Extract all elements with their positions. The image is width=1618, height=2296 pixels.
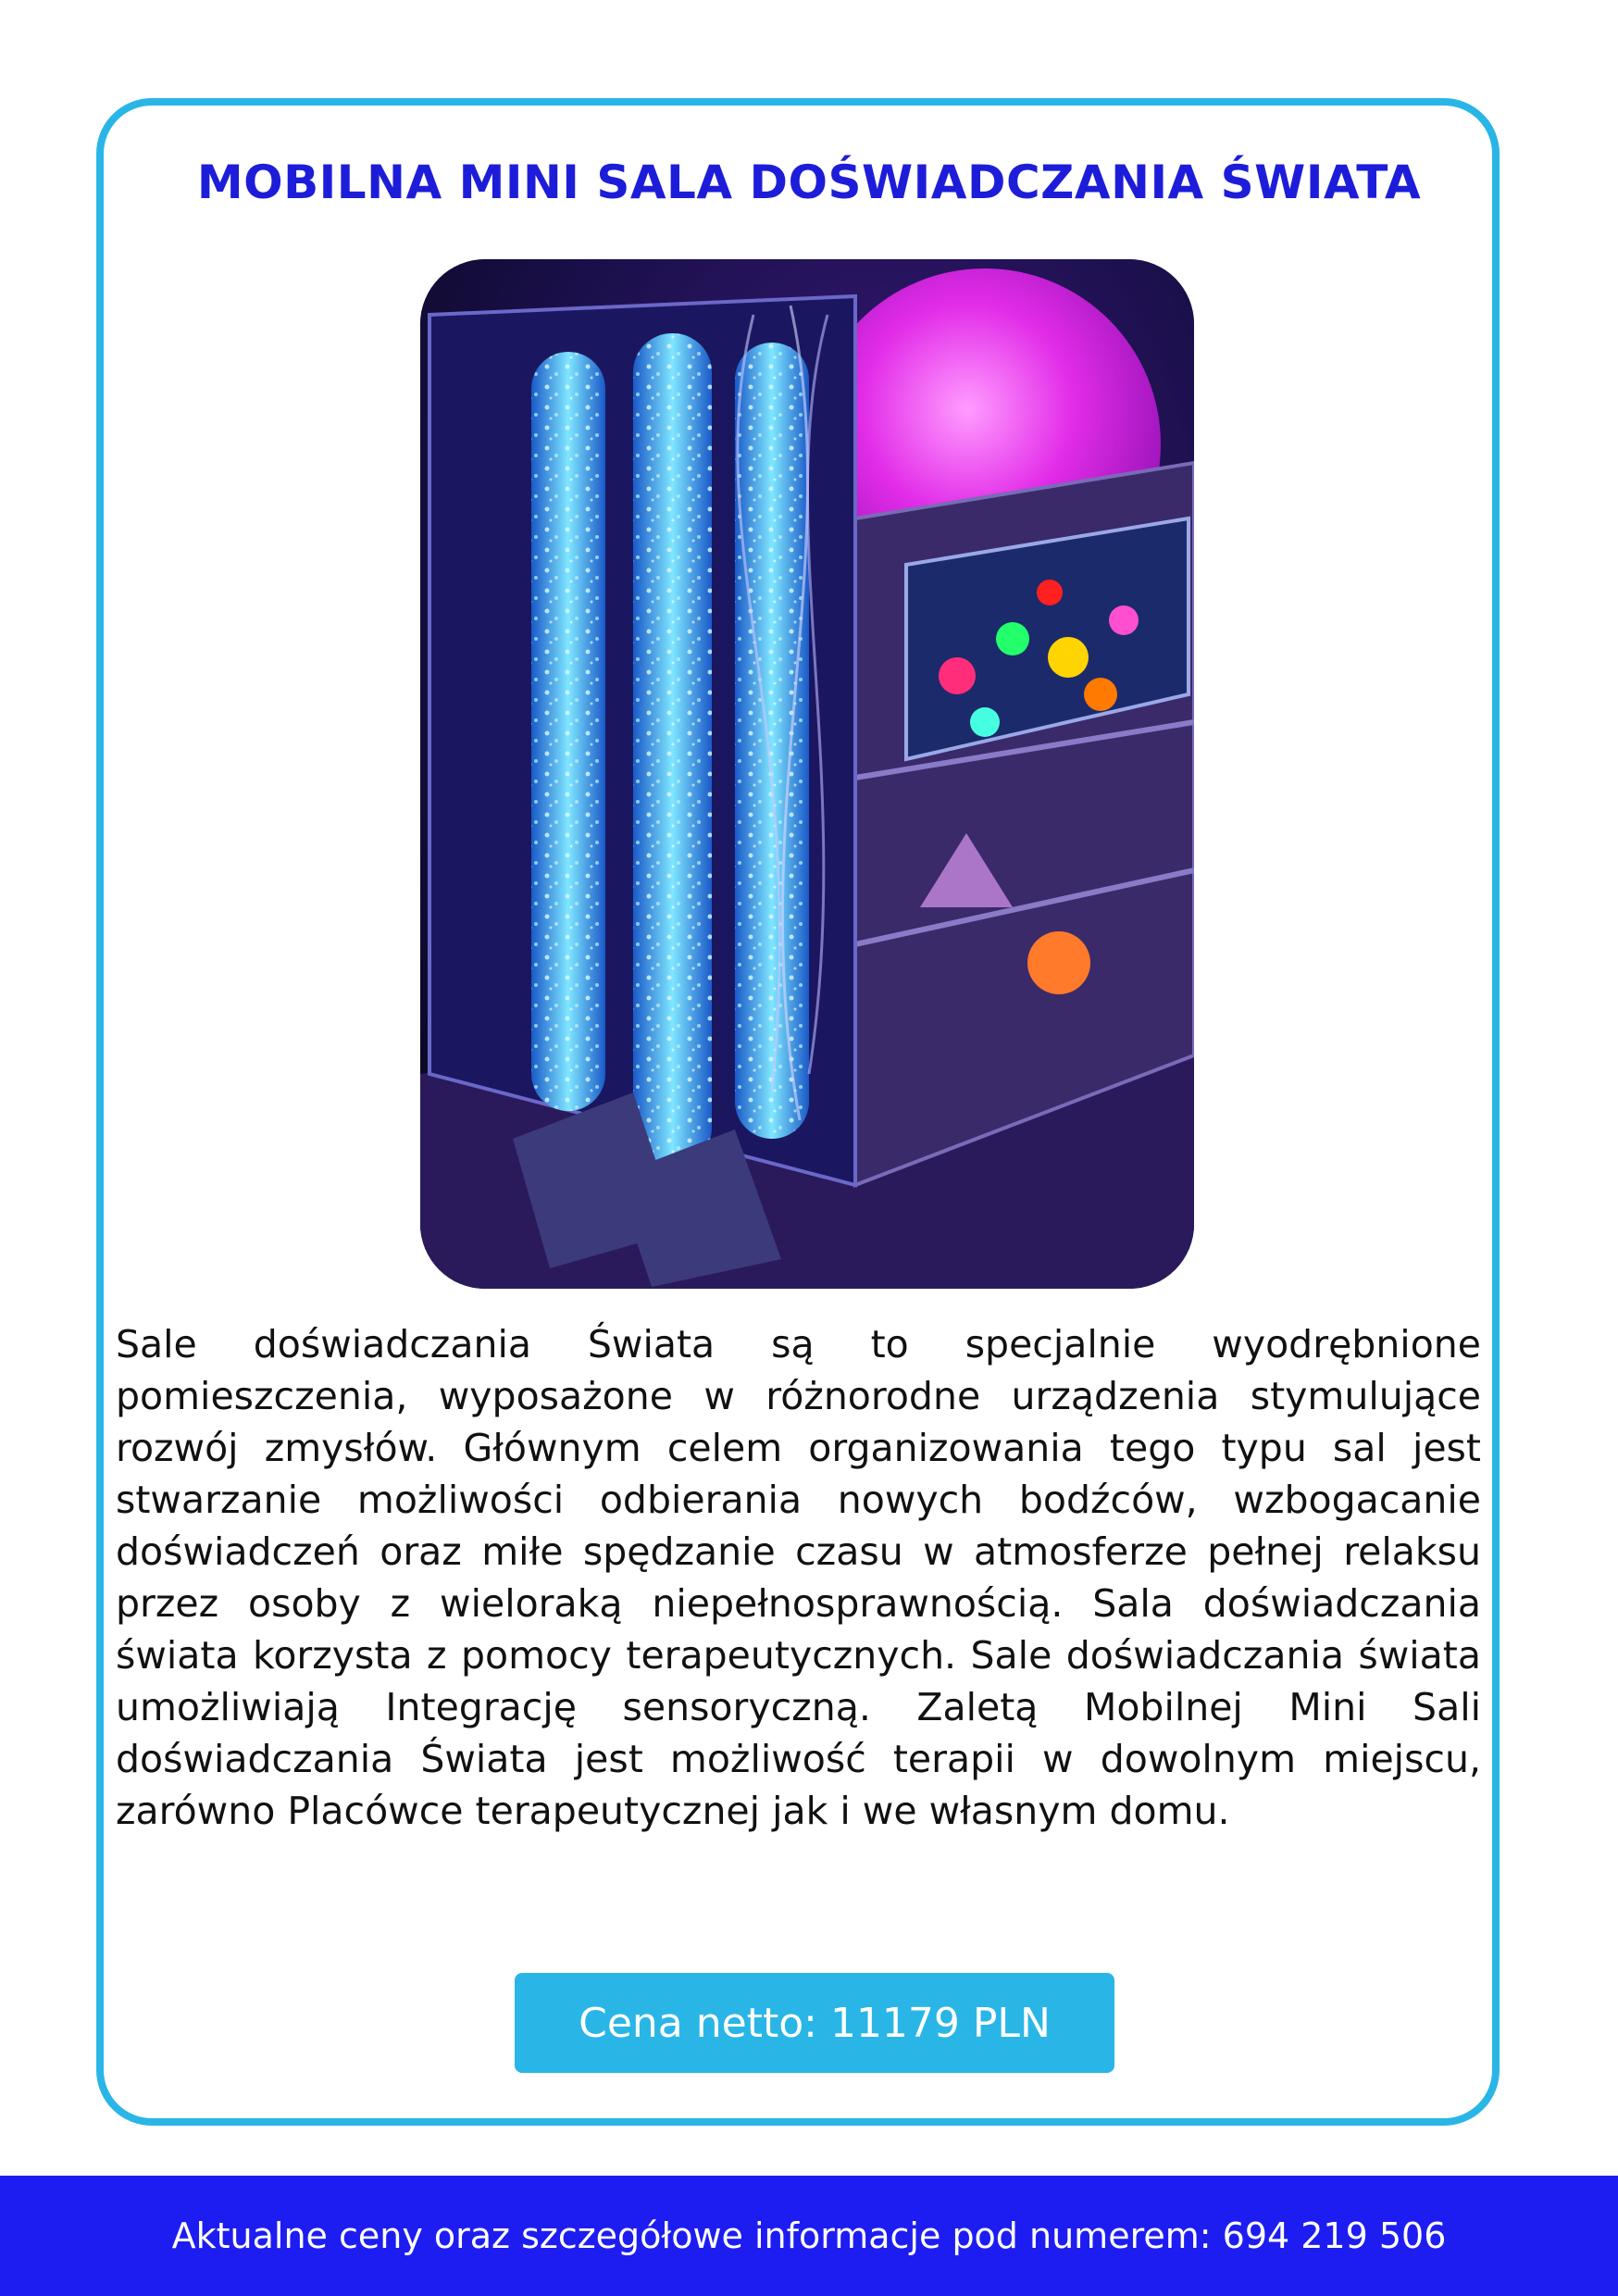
price-button[interactable]: Cena netto: 11179 PLN [515,1973,1114,2073]
footer-bar [0,2176,1618,2296]
page-title: MOBILNA MINI SALA DOŚWIADCZANIA ŚWIATA [196,156,1422,209]
sensory-room-illustration [420,259,1194,1289]
product-photo [420,259,1194,1289]
footer-contact-text: Aktualne ceny oraz szczegółowe informacje pod numerem: 694 219 506 [171,2215,1447,2256]
product-description: Sale doświadczania Świata są to specjalnie wyodrębnione pomieszczenia, wyposażone w różnorodne urządzenia stymulujące rozwój zmysłów. Głównym celem organizowania tego typu sal jest stwarzanie możliwości odbierania nowych bodźców, wzbogacanie doświadczeń oraz miłe spędzanie czasu w atmosferze pełnej relaksu przez osoby z wieloraką niepełnosprawnością. Sala doświadczania świata korzysta z pomocy terapeutycznych. Sale doświadczania świata umożliwiają Integrację sensoryczną. Zaletą Mobilnej Mini Sali doświadczania Świata jest możliwość terapii w dowolnym miejscu, zarówno Placówce terapeutycznej jak i we własnym domu. [116,1322,1481,1833]
